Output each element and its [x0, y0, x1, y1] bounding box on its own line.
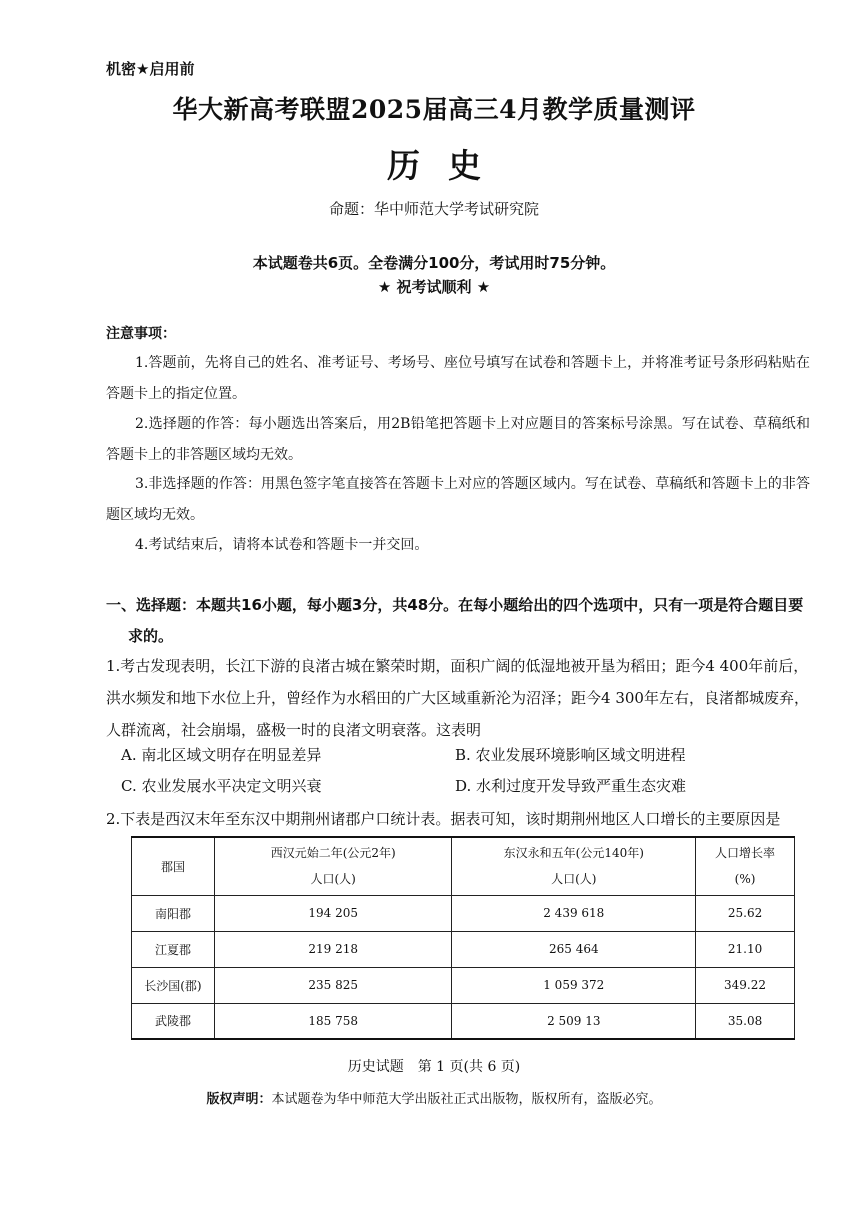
table-row	[132, 1003, 795, 1039]
page-footer: 历史试题 第 1 页(共 6 页)	[347, 1059, 521, 1075]
exam-meta: 本试题卷共6页。全卷满分100分，考试用时75分钟。	[252, 254, 616, 272]
header-growth-rate-label: 人口增长率	[715, 846, 776, 861]
table-row	[132, 967, 795, 1003]
cell-name: 长沙国(郡)	[132, 967, 215, 1003]
copyright-text: 本试题卷为华中师范大学出版社正式出版物，版权所有，盗版必究。	[271, 1092, 662, 1107]
notice-title: 注意事项：	[106, 326, 176, 342]
copyright-label: 版权声明：	[206, 1092, 272, 1107]
exam-title: 华大新高考联盟2025届高三4月教学质量测评	[172, 95, 696, 124]
cell-name: 江夏郡	[132, 931, 215, 967]
blessing-line: ★ 祝考试顺利 ★	[377, 278, 491, 296]
header-western-han-unit: 人口(人)	[310, 872, 356, 887]
population-table	[131, 836, 795, 1040]
question-1-stem: 1.考古发现表明，长江下游的良渚古城在繁荣时期，面积广阔的低湿地被开垦为稻田；距今4 400年前后，洪水频发和地下水位上升，曾经作为水稻田的广大区域重新沦为沼泽；距今4 300年左右，良渚都城废弃，人群流离，社会崩塌，盛极一时的良渚文明衰落。这表明	[106, 657, 809, 739]
section-heading-line2: 求的。	[128, 627, 174, 645]
cell-rate: 349.22	[696, 967, 795, 1003]
confidential-label: 机密★启用前	[106, 60, 195, 78]
header-growth-rate	[696, 837, 795, 895]
header-western-han	[214, 837, 452, 895]
subject-title: 历史	[387, 146, 509, 185]
cell-pop-140: 265 464	[452, 931, 696, 967]
header-eastern-han	[452, 837, 696, 895]
cell-pop-140: 2 439 618	[452, 895, 696, 931]
section-heading-line1: 一、选择题：本题共16小题，每小题3分，共48分。在每小题给出的四个选项中，只有一项是符合题目要	[106, 596, 804, 614]
table-row	[132, 931, 795, 967]
notice-item: 1.答题前，先将自己的姓名、准考证号、考场号、座位号填写在试卷和答题卡上，并将准考证号条形码粘贴在答题卡上的指定位置。	[106, 355, 810, 402]
table-row	[132, 895, 795, 931]
notice-item: 2.选择题的作答：每小题选出答案后，用2B铅笔把答题卡上对应题目的答案标号涂黑。写在试卷、草稿纸和答题卡上的非答题区域均无效。	[106, 416, 810, 463]
cell-pop-2: 194 205	[214, 895, 452, 931]
notice-item: 3.非选择题的作答：用黑色签字笔直接答在答题卡上对应的答题区域内。写在试卷、草稿纸和答题卡上的非答题区域均无效。	[106, 476, 810, 523]
question-2-stem: 2.下表是西汉末年至东汉中期荆州诸郡户口统计表。据表可知，该时期荆州地区人口增长的主要原因是	[106, 810, 781, 828]
cell-pop-140: 1 059 372	[452, 967, 696, 1003]
header-western-han-year: 西汉元始二年(公元2年)	[270, 846, 396, 861]
q1-option-d: D. 水利过度开发导致严重生态灾难	[455, 777, 687, 795]
header-eastern-han-year: 东汉永和五年(公元140年)	[503, 846, 644, 861]
cell-rate: 21.10	[696, 931, 795, 967]
cell-pop-2: 185 758	[214, 1003, 452, 1039]
q1-option-c: C. 农业发展水平决定文明兴衰	[121, 777, 322, 795]
cell-pop-2: 219 218	[214, 931, 452, 967]
notice-item: 4.考试结束后，请将本试卷和答题卡一并交回。	[135, 537, 429, 553]
header-growth-rate-unit: (%)	[734, 872, 756, 887]
cell-name: 武陵郡	[132, 1003, 215, 1039]
q1-option-a: A. 南北区域文明存在明显差异	[121, 746, 322, 764]
cell-pop-140: 2 509 13	[452, 1003, 696, 1039]
cell-pop-2: 235 825	[214, 967, 452, 1003]
author-line: 命题：华中师范大学考试研究院	[328, 200, 539, 218]
q1-option-b: B. 农业发展环境影响区域文明进程	[455, 746, 686, 764]
copyright-notice	[0, 1088, 868, 1107]
cell-rate: 35.08	[696, 1003, 795, 1039]
cell-name: 南阳郡	[132, 895, 215, 931]
cell-rate: 25.62	[696, 895, 795, 931]
header-commandery: 郡国	[132, 837, 215, 895]
section-heading	[106, 590, 814, 652]
header-eastern-han-unit: 人口(人)	[551, 872, 597, 887]
